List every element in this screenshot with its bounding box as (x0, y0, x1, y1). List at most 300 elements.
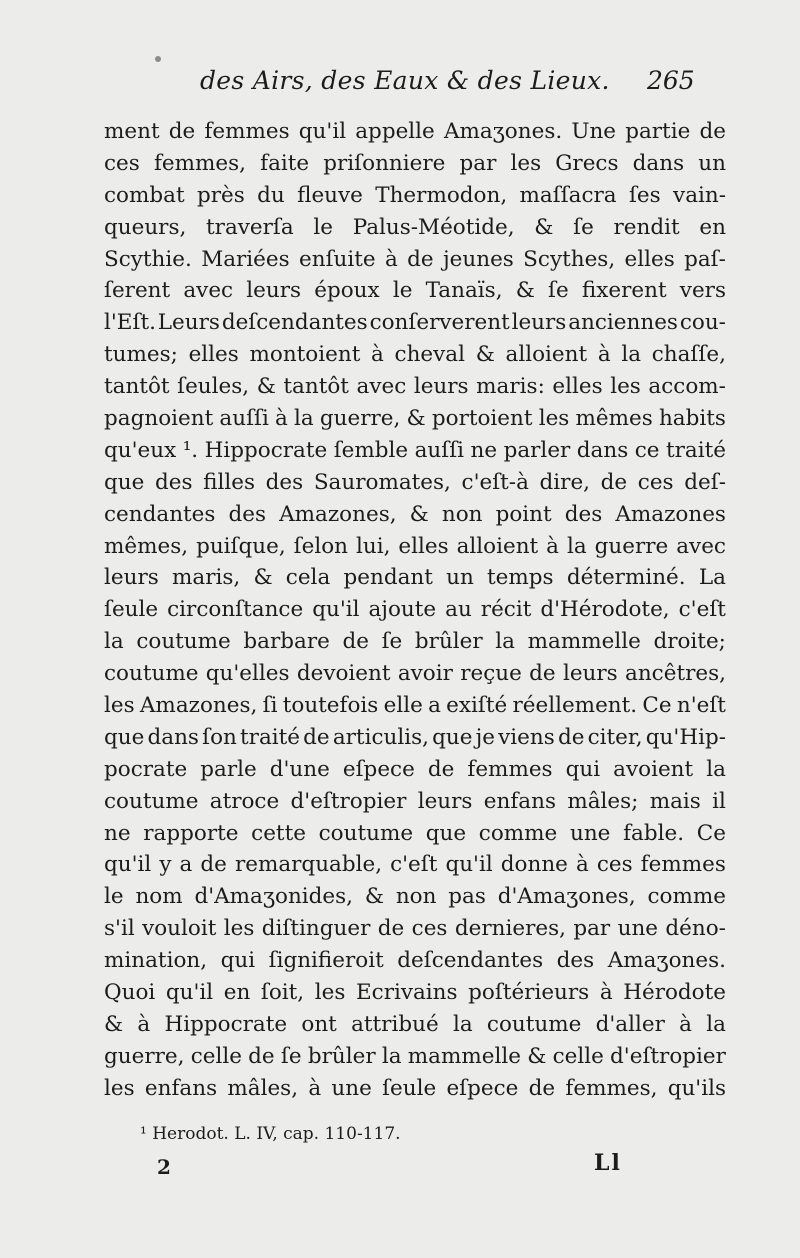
body-text (104, 116, 726, 1105)
word: & (364, 884, 384, 910)
word: de (303, 724, 330, 750)
word: auſſi (414, 437, 465, 463)
word: dans (576, 437, 629, 463)
word: des (228, 501, 267, 527)
word: habits (658, 406, 726, 432)
word: de (377, 916, 405, 942)
page-number: 265 (647, 66, 695, 95)
text-line (104, 658, 726, 690)
word: avec (183, 278, 234, 304)
word: à (308, 1075, 322, 1101)
word: atroce (209, 788, 280, 814)
word: Leurs (157, 310, 220, 336)
word: deſ- (684, 469, 726, 495)
word: fable. (623, 820, 685, 846)
word: pocrate (104, 756, 188, 782)
word: les (510, 150, 542, 176)
word: les (104, 693, 135, 719)
text-line (104, 849, 726, 881)
word: de (529, 661, 556, 687)
word: ſeule (382, 1075, 437, 1101)
word: ſe (573, 214, 594, 240)
word: une (569, 820, 611, 846)
text-line (104, 371, 726, 403)
word: n'eſt (676, 693, 726, 719)
text-line (104, 722, 726, 754)
word: à (546, 533, 559, 559)
word: c'eſt (678, 597, 726, 623)
text-line (104, 1073, 726, 1105)
word: un (446, 565, 474, 591)
word: de (342, 629, 369, 655)
word: les (610, 374, 641, 400)
text-line (104, 594, 726, 626)
text-line (104, 307, 726, 339)
word: ſeules, (177, 374, 250, 400)
word: avoient (613, 756, 694, 782)
word: à (137, 1011, 151, 1037)
page-header (200, 66, 800, 106)
word: & (256, 374, 276, 400)
word: par (573, 916, 611, 942)
word: le (392, 278, 413, 304)
word: traité (240, 724, 301, 750)
word: faite (260, 150, 310, 176)
word: avec (356, 374, 407, 400)
word: guerre, (104, 1043, 185, 1069)
word: remarquable, (234, 852, 383, 878)
word: la (706, 1011, 726, 1037)
word: un (698, 150, 726, 176)
word: qui (565, 756, 601, 782)
word: femmes (204, 119, 290, 144)
text-line (104, 626, 726, 658)
word: fleuve (297, 182, 363, 208)
word: Hérodote (623, 980, 726, 1006)
word: temps (487, 565, 554, 591)
word: puiſque, (196, 533, 286, 559)
word: pagnoient (104, 406, 214, 432)
word: deſcendantes (397, 948, 544, 974)
word: de (427, 756, 455, 782)
word: femmes (640, 852, 726, 878)
word: traité (665, 437, 726, 463)
word: coutume (318, 820, 414, 846)
word: des (154, 469, 193, 495)
word: coutume (104, 661, 199, 687)
word: que (425, 820, 467, 846)
word: mination, (104, 948, 208, 974)
word: femmes, (565, 1075, 658, 1101)
word: non (395, 884, 437, 910)
word: reçue (460, 661, 522, 687)
word: Hippocrate (164, 1011, 288, 1037)
word: enfans (483, 788, 556, 814)
word: femmes, (153, 150, 246, 176)
text-line (104, 244, 726, 276)
word: paſ- (684, 246, 726, 272)
word: à (597, 342, 611, 368)
word: y (159, 852, 172, 878)
word: récit (480, 597, 532, 623)
word: Ce (642, 693, 672, 719)
word: montoient (249, 342, 361, 368)
word: pas (448, 884, 486, 910)
word: auſſi (219, 406, 269, 432)
word: qu'il (312, 597, 360, 623)
word: mêmes, (104, 533, 189, 559)
word: ſeule (104, 597, 159, 623)
text-line (104, 403, 726, 435)
word: ce (634, 437, 660, 463)
word: exiſté (446, 693, 508, 719)
word: l'Eſt. (104, 310, 156, 336)
text-line (104, 945, 726, 977)
word: femmes (467, 756, 553, 782)
word: poſtérieurs (468, 980, 590, 1006)
word: parler (503, 437, 571, 463)
text-line (104, 913, 726, 945)
word: ¹. (182, 437, 199, 463)
word: de (699, 119, 726, 144)
word: de (168, 119, 196, 144)
word: & (527, 1043, 547, 1069)
word: Scythes, (523, 246, 616, 272)
word: Hippocrate (204, 437, 328, 463)
word: eſpece (446, 1075, 519, 1101)
word: Amazones (615, 501, 726, 527)
text-line (104, 275, 726, 307)
word: & (515, 278, 535, 304)
word: de (600, 469, 628, 495)
word: point (495, 501, 552, 527)
word: mêmes (575, 406, 653, 432)
word: le (313, 214, 334, 240)
word: de (248, 1043, 275, 1069)
word: ſe (381, 629, 403, 655)
word: c'eſt-à (461, 469, 529, 495)
word: a (179, 852, 193, 878)
word: conſerverent (369, 310, 510, 336)
word: eſpece (342, 756, 415, 782)
word: ſe (548, 278, 569, 304)
word: coutume (486, 1011, 582, 1037)
word: devoient (296, 661, 391, 687)
word: Sauromates, (313, 469, 451, 495)
word: de (200, 852, 227, 878)
word: a (428, 693, 441, 719)
word: vouloit (142, 916, 217, 942)
word: priſonniere (323, 150, 446, 176)
word: ſoit, (260, 980, 305, 1006)
word: Amaʒones. (443, 119, 563, 144)
word: & (409, 501, 429, 527)
text-line (104, 818, 726, 850)
text-line (104, 690, 726, 722)
word: des (564, 501, 603, 527)
word: Amazones, (279, 501, 397, 527)
word: les (314, 980, 346, 1006)
word: d'eſtropier (290, 788, 407, 814)
word: dans (632, 150, 685, 176)
word: ne (470, 437, 498, 463)
word: Mariées (201, 246, 290, 272)
word: combat (104, 182, 185, 208)
word: filles (203, 469, 256, 495)
word: Amazones, (139, 693, 258, 719)
word: époux (314, 278, 380, 304)
word: dernieres, (454, 916, 566, 942)
word: brûler (307, 1043, 376, 1069)
word: articulis, (332, 724, 429, 750)
word: mammelle (527, 629, 641, 655)
word: des (556, 948, 595, 974)
word: ont (301, 1011, 337, 1037)
text-line (104, 754, 726, 786)
word: avoir (397, 661, 453, 687)
word: s'il (104, 916, 135, 942)
word: ſerent (104, 278, 171, 304)
word: Palus-Méotide, (352, 214, 515, 240)
word: deſcendantes (221, 310, 368, 336)
word: à (599, 980, 613, 1006)
word: ſon (202, 724, 237, 750)
word: ſemble (333, 437, 409, 463)
word: Thermodon, (375, 182, 508, 208)
word: maris: (476, 374, 545, 400)
word: celle (190, 1043, 242, 1069)
word: Tanaïs, (425, 278, 503, 304)
word: Quoi (104, 980, 156, 1006)
word: La (698, 565, 726, 591)
word: leurs (246, 278, 302, 304)
running-title: des Airs, des Eaux & des Lieux. (200, 66, 610, 95)
word: & (104, 1011, 124, 1037)
word: qu'il (104, 852, 152, 878)
word: mammelle (407, 1043, 521, 1069)
word: mais (649, 788, 701, 814)
word: déterminé. (566, 565, 686, 591)
text-line (104, 881, 726, 913)
word: que (104, 724, 145, 750)
word: qu'elles (205, 661, 290, 687)
word: mâles; (567, 788, 639, 814)
word: les (104, 1075, 135, 1101)
text-line (104, 148, 726, 180)
word: ne (104, 820, 131, 846)
word: elles (398, 533, 449, 559)
word: leurs (104, 565, 159, 591)
word: ces (596, 852, 633, 878)
word: la (566, 533, 587, 559)
word: ſi (262, 693, 278, 719)
word: celle (552, 1043, 604, 1069)
word: près (196, 182, 245, 208)
word: citer, (587, 724, 643, 750)
word: maris, (171, 565, 241, 591)
text-line (104, 116, 726, 148)
word: à (384, 246, 398, 272)
word: circonſtance (167, 597, 304, 623)
word: tantôt (104, 374, 170, 400)
word: qu'ils (667, 1075, 726, 1101)
word: & (253, 565, 273, 591)
word: ſes (628, 182, 661, 208)
word: ment (104, 119, 160, 144)
word: qu'il (445, 852, 493, 878)
word: coutume (104, 788, 199, 814)
word: queurs, (104, 214, 187, 240)
word: enfans (144, 1075, 218, 1101)
word: des (265, 469, 304, 495)
word: brûler (414, 629, 483, 655)
word: à (679, 1011, 692, 1037)
word: jeunes (442, 246, 514, 272)
text-line (104, 435, 726, 467)
word: enſuite (299, 246, 376, 272)
word: qu'Hip- (645, 724, 726, 750)
word: la (381, 1043, 402, 1069)
word: la (104, 629, 124, 655)
text-line (104, 499, 726, 531)
word: attribué (351, 1011, 439, 1037)
word: nom (135, 884, 183, 910)
word: vain- (673, 182, 726, 208)
word: comme (478, 820, 558, 846)
word: en (223, 980, 251, 1006)
word: qu'il (165, 980, 214, 1006)
word: diſtinguer (261, 916, 371, 942)
word: d'Amaʒones, (497, 884, 636, 910)
text-line (104, 562, 726, 594)
word: droite; (653, 629, 726, 655)
word: Amaʒones. (607, 948, 726, 974)
word: barbare (243, 629, 330, 655)
text-line (104, 1041, 726, 1073)
signature-number: 2 (157, 1155, 171, 1179)
word: d'Amaʒonides, (194, 884, 354, 910)
word: que (432, 724, 473, 750)
word: guerre, (319, 406, 401, 432)
word: & (475, 342, 495, 368)
ink-spot (155, 56, 161, 62)
word: la (452, 1011, 473, 1037)
word: lui, (355, 533, 391, 559)
word: alloient (456, 533, 539, 559)
word: tumes; (104, 342, 178, 368)
word: d'aller (595, 1011, 665, 1037)
word: par (459, 150, 497, 176)
word: traverſa (206, 214, 294, 240)
text-line (104, 977, 726, 1009)
word: du (257, 182, 285, 208)
word: cheval (394, 342, 465, 368)
word: mâles, (227, 1075, 299, 1101)
word: ancêtres, (625, 661, 726, 687)
word: la (706, 756, 726, 782)
word: une (617, 916, 659, 942)
word: Ecrivains (355, 980, 458, 1006)
word: d'Hérodote, (540, 597, 670, 623)
word: c'eſt (390, 852, 438, 878)
word: leurs (511, 310, 567, 336)
text-line (104, 339, 726, 371)
word: ces (104, 150, 140, 176)
word: coutume (136, 629, 231, 655)
word: qu'il (298, 119, 347, 144)
word: leurs (417, 788, 473, 814)
word: d'eſtropier (610, 1043, 726, 1069)
word: avec (676, 533, 726, 559)
word: au (445, 597, 472, 623)
word: partie (625, 119, 691, 144)
word: rendit (613, 214, 680, 240)
word: maſſacra (519, 182, 617, 208)
text-line (104, 180, 726, 212)
word: leurs (562, 661, 618, 687)
text-line (104, 1009, 726, 1041)
word: & (534, 214, 554, 240)
word: cendantes (104, 501, 216, 527)
word: accom- (648, 374, 726, 400)
word: de (528, 1075, 556, 1101)
word: ſe (280, 1043, 302, 1069)
word: d'une (269, 756, 330, 782)
word: la (621, 342, 642, 368)
word: vers (679, 278, 726, 304)
word: elles (552, 374, 603, 400)
word: il (712, 788, 726, 814)
word: portoient (431, 406, 533, 432)
word: cette (251, 820, 306, 846)
signature-mark: Ll (594, 1150, 622, 1176)
word: ſignifieroit (268, 948, 384, 974)
word: la (294, 406, 314, 432)
word: qui (220, 948, 256, 974)
word: réellement. (512, 693, 638, 719)
text-line (104, 467, 726, 499)
word: à (575, 852, 589, 878)
word: pendant (343, 565, 433, 591)
word: parle (200, 756, 257, 782)
word: ces (637, 469, 674, 495)
word: dans (147, 724, 199, 750)
word: la (495, 629, 515, 655)
word: cou- (679, 310, 726, 336)
word: anciennes (568, 310, 678, 336)
word: de (407, 246, 434, 272)
word: rapporte (143, 820, 239, 846)
word: qu'eux (104, 437, 177, 463)
word: non (441, 501, 483, 527)
word: tantôt (283, 374, 349, 400)
word: les (223, 916, 255, 942)
word: à (275, 406, 288, 432)
word: toutefois (282, 693, 379, 719)
word: elles (624, 246, 675, 272)
word: Ce (696, 820, 726, 846)
word: Scythie. (104, 246, 192, 272)
word: en (699, 214, 726, 240)
word: ſelon (293, 533, 349, 559)
word: une (331, 1075, 372, 1101)
word: ces (411, 916, 448, 942)
word: Une (571, 119, 617, 144)
word: chaſſe, (651, 342, 726, 368)
word: viens (498, 724, 555, 750)
text-line (104, 531, 726, 563)
word: elles (188, 342, 239, 368)
